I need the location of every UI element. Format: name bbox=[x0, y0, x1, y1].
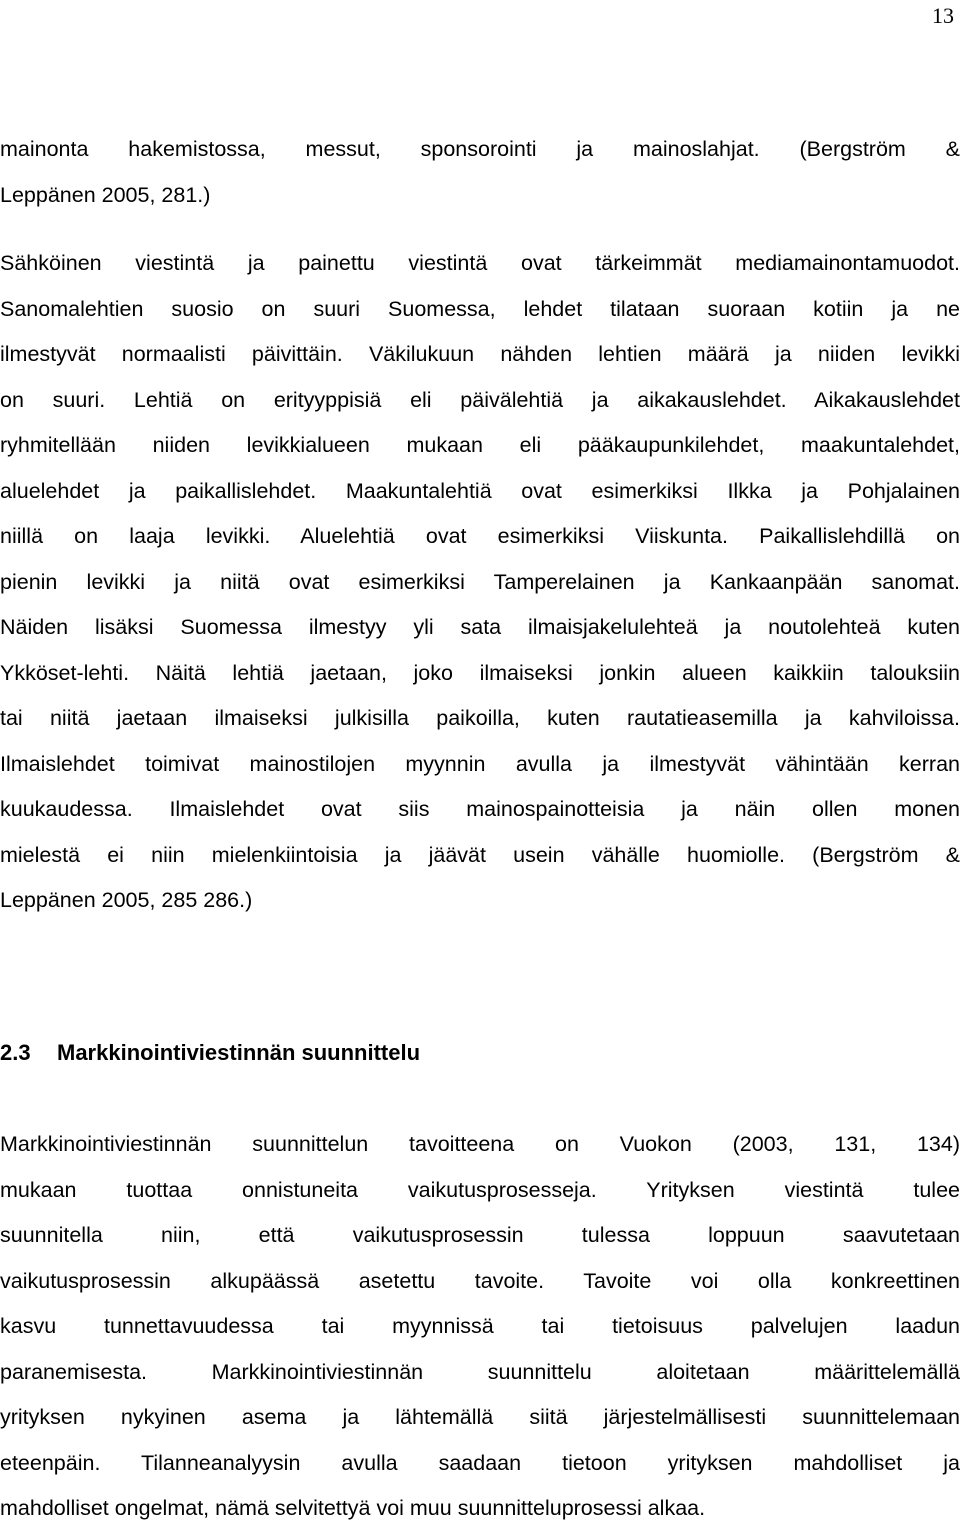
text-line: mahdolliset ongelmat, nämä selvitettyä voi muu suunnitteluprosessi alkaa. bbox=[0, 1496, 706, 1520]
text-line: kuukaudessa. Ilmaislehdet ovat siis mainospainotteisia ja näin ollen monen bbox=[0, 797, 960, 821]
text-line: mielestä ei niin mielenkiintoisia ja jäävät usein vähälle huomiolle. (Bergström & bbox=[0, 842, 960, 867]
text-line: Ilmaislehdet toimivat mainostilojen myynnin avulla ja ilmestyvät vähintään kerran bbox=[0, 751, 960, 776]
section-title: Markkinointiviestinnän suunnittelu bbox=[57, 1040, 421, 1065]
text-line: pienin levikki ja niitä ovat esimerkiksi Tamperelainen ja Kankaanpään sanomat. bbox=[0, 569, 960, 594]
text-line: vaikutusprosessin alkupäässä asetettu tavoite. Tavoite voi olla konkreettinen bbox=[0, 1268, 960, 1293]
text-line: paranemisesta. Markkinointiviestinnän suunnittelu aloitetaan määrittelemällä bbox=[0, 1359, 960, 1384]
text-line: Sähköinen viestintä ja painettu viestintä ovat tärkeimmät mediamainontamuodot. bbox=[0, 251, 960, 275]
text-line: Markkinointiviestinnän suunnittelun tavoitteena on Vuokon (2003, 131, 134) bbox=[0, 1132, 960, 1156]
text-line: yrityksen nykyinen asema ja lähtemällä siitä järjestelmällisesti suunnittelemaan bbox=[0, 1405, 960, 1429]
text-line: niillä on laaja levikki. Aluelehtiä ovat esimerkiksi Viiskunta. Paikallislehdillä on bbox=[0, 524, 960, 548]
text-line: Leppänen 2005, 285 286.) bbox=[0, 888, 253, 912]
text-line: Ykköset-lehti. Näitä lehtiä jaetaan, joko ilmaiseksi jonkin alueen kaikkiin talouksiin bbox=[0, 660, 960, 685]
text-line: Sanomalehtien suosio on suuri Suomessa, lehdet tilataan suoraan kotiin ja ne bbox=[0, 296, 960, 321]
paragraph-2 bbox=[0, 241, 960, 924]
page-number: 13 bbox=[932, 3, 954, 28]
paragraph-1 bbox=[0, 127, 960, 218]
paragraph-3 bbox=[0, 1122, 960, 1532]
text-line: eteenpäin. Tilanneanalyysin avulla saadaan tietoon yrityksen mahdolliset ja bbox=[0, 1450, 960, 1475]
text-line: on suuri. Lehtiä on erityyppisiä eli päivälehtiä ja aikakauslehdet. Aikakauslehdet bbox=[0, 387, 960, 412]
text-line: tai niitä jaetaan ilmaiseksi julkisilla paikoilla, kuten rautatieasemilla ja kahviloissa. bbox=[0, 706, 960, 730]
text-line: kasvu tunnettavuudessa tai myynnissä tai tietoisuus palvelujen laadun bbox=[0, 1314, 960, 1338]
text-line: suunnitella niin, että vaikutusprosessin tulessa loppuun saavutetaan bbox=[0, 1223, 960, 1247]
text-line: ryhmitellään niiden levikkialueen mukaan eli pääkaupunkilehdet, maakuntalehdet, bbox=[0, 433, 960, 457]
section-heading bbox=[0, 1038, 420, 1068]
section-number: 2.3 bbox=[0, 1040, 31, 1065]
text-line: Näiden lisäksi Suomessa ilmestyy yli sata ilmaisjakelulehteä ja noutolehteä kuten bbox=[0, 615, 960, 639]
text-line: ilmestyvät normaalisti päivittäin. Väkilukuun nähden lehtien määrä ja niiden levikki bbox=[0, 342, 960, 366]
text-line: mainonta hakemistossa, messut, sponsorointi ja mainoslahjat. (Bergström & bbox=[0, 137, 960, 161]
text-line: aluelehdet ja paikallislehdet. Maakuntalehtiä ovat esimerkiksi Ilkka ja Pohjalainen bbox=[0, 478, 960, 503]
text-line: mukaan tuottaa onnistuneita vaikutusprosesseja. Yrityksen viestintä tulee bbox=[0, 1177, 960, 1202]
text-line: Leppänen 2005, 281.) bbox=[0, 182, 211, 207]
